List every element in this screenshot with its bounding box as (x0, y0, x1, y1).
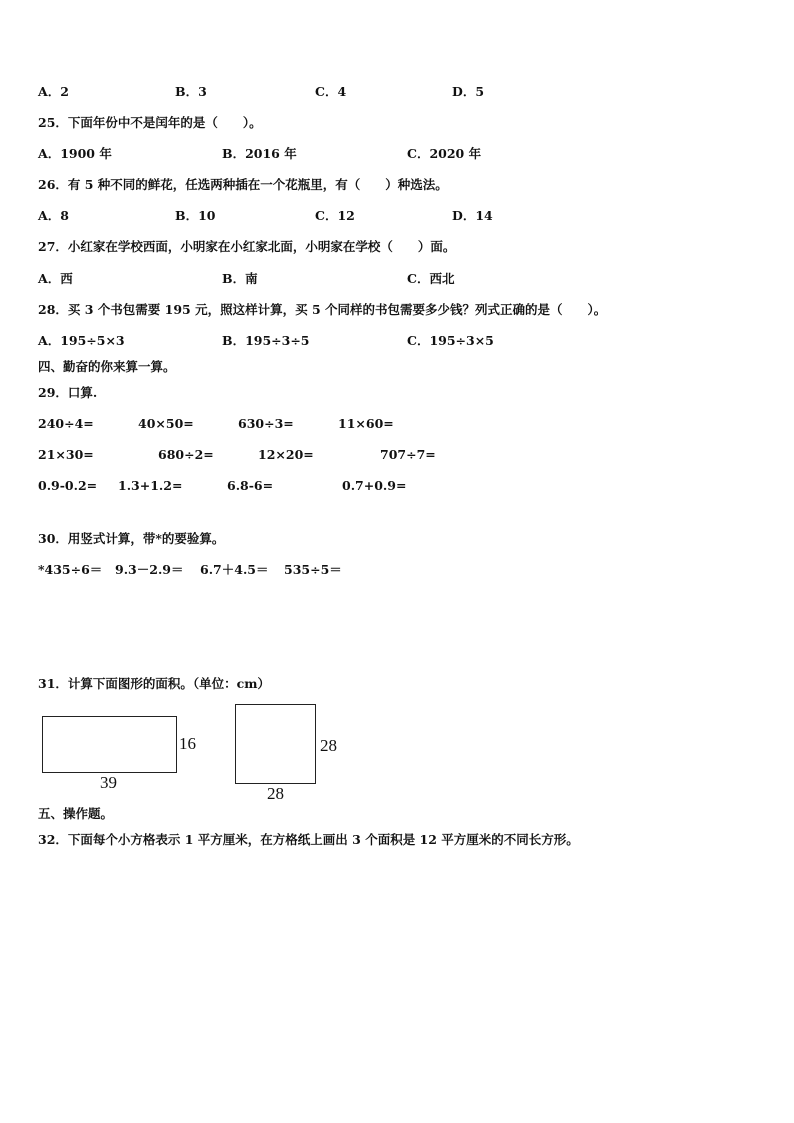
rectangle-figure (42, 716, 177, 773)
rectangle-width-label: 39 (100, 773, 117, 792)
q29-item: 40×50= (138, 416, 194, 431)
q26-option-d: D．14 (452, 208, 493, 223)
q25-option-b: B．2016 年 (222, 146, 297, 161)
q25-option-c: C．2020 年 (407, 146, 482, 161)
q30-stem: 30．用竖式计算，带*的要验算。 (38, 531, 225, 546)
q26-option-c: C．12 (315, 208, 355, 223)
q27-option-a: A．西 (38, 271, 73, 286)
q28-option-c: C．195÷3×5 (407, 333, 494, 348)
q24-option-a: A．2 (38, 84, 69, 99)
q29-item: 1.3+1.2= (118, 478, 183, 493)
square-figure (235, 704, 316, 784)
q27-stem: 27．小红家在学校西面，小明家在小红家北面，小明家在学校（ ）面。 (38, 239, 456, 254)
square-width-label: 28 (267, 784, 284, 803)
q29-item: 240÷4= (38, 416, 94, 431)
q29-stem: 29．口算. (38, 385, 98, 400)
rectangle-height-label: 16 (179, 734, 196, 753)
q24-option-b: B．3 (175, 84, 207, 99)
square-height-label: 28 (320, 736, 337, 755)
q29-item: 707÷7= (380, 447, 436, 462)
q29-item: 6.8-6= (227, 478, 274, 493)
q29-item: 630÷3= (238, 416, 294, 431)
q28-stem: 28．买 3 个书包需要 195 元，照这样计算，买 5 个同样的书包需要多少钱？列式正确的是（ ）。 (38, 302, 607, 317)
q25-stem: 25．下面年份中不是闰年的是（ ）。 (38, 115, 262, 130)
q29-item: 680÷2= (158, 447, 214, 462)
q25-option-a: A．1900 年 (38, 146, 112, 161)
q29-item: 11×60= (338, 416, 394, 431)
section-4-heading: 四、勤奋的你来算一算。 (38, 359, 176, 374)
q26-option-b: B．10 (175, 208, 216, 223)
q24-option-c: C．4 (315, 84, 347, 99)
q29-item: 0.9-0.2= (38, 478, 98, 493)
q28-option-b: B．195÷3÷5 (222, 333, 310, 348)
q29-item: 0.7+0.9= (342, 478, 407, 493)
q26-option-a: A．8 (38, 208, 69, 223)
q31-stem: 31．计算下面图形的面积。（单位：cm） (38, 676, 270, 691)
q26-stem: 26．有 5 种不同的鲜花，任选两种插在一个花瓶里，有（ ）种选法。 (38, 177, 448, 192)
q27-option-b: B．南 (222, 271, 258, 286)
q27-option-c: C．西北 (407, 271, 455, 286)
q32-stem: 32．下面每个小方格表示 1 平方厘米，在方格纸上画出 3 个面积是 12 平方厘米的不同长方形。 (38, 832, 579, 847)
q30-item: 6.7＋4.5＝ (200, 562, 269, 577)
q24-option-d: D．5 (452, 84, 485, 99)
q28-option-a: A．195÷5×3 (38, 333, 125, 348)
q30-item: *435÷6＝ (38, 562, 103, 577)
q30-item: 9.3－2.9＝ (115, 562, 184, 577)
q30-item: 535÷5＝ (284, 562, 342, 577)
q29-item: 12×20= (258, 447, 314, 462)
q29-item: 21×30= (38, 447, 94, 462)
section-5-heading: 五、操作题。 (38, 806, 114, 821)
